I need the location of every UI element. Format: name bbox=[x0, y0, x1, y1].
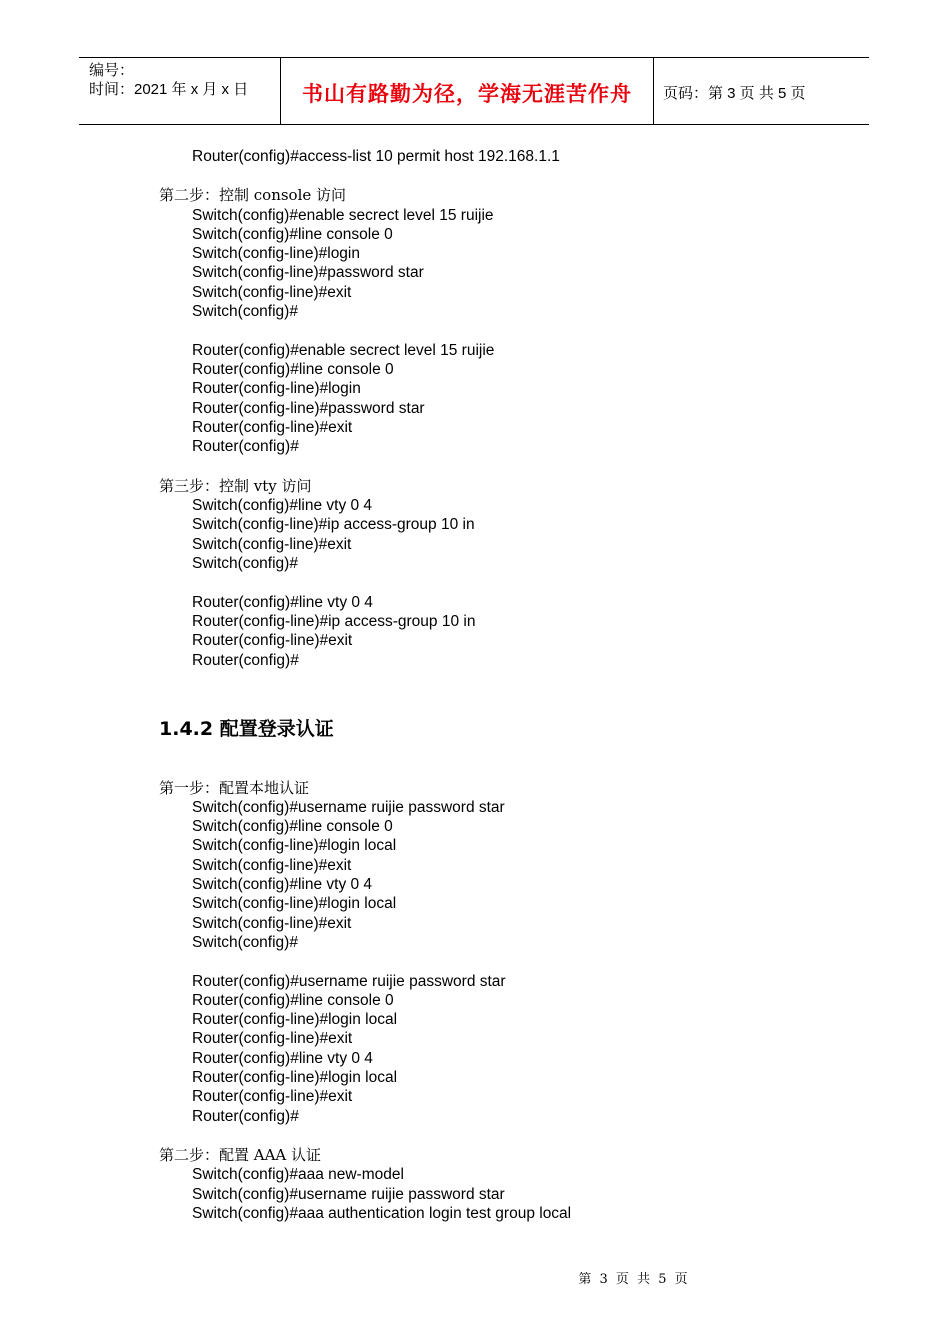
command-line: Switch(config)#aaa new-model bbox=[192, 1166, 404, 1183]
step-heading: 第二步：配置 AAA 认证 bbox=[159, 1146, 322, 1164]
header-page-info: 页码：第 3 页 共 5 页 bbox=[663, 85, 806, 102]
page-footer: 第 3 页 共 5 页 bbox=[578, 1272, 690, 1287]
command-line: Switch(config)#enable secrect level 15 ruijie bbox=[192, 207, 494, 224]
command-line: Switch(config)#line vty 0 4 bbox=[192, 876, 373, 893]
command-line: Switch(config-line)#exit bbox=[192, 536, 352, 553]
command-line: Switch(config-line)#ip access-group 10 in bbox=[192, 516, 475, 533]
command-line: Router(config-line)#ip access-group 10 in bbox=[192, 613, 476, 630]
command-line: Router(config)#line vty 0 4 bbox=[192, 1050, 373, 1067]
command-line: Router(config)#access-list 10 permit host 192.168.1.1 bbox=[192, 148, 560, 165]
command-line: Switch(config-line)#login bbox=[192, 245, 360, 262]
step-heading: 第一步：配置本地认证 bbox=[159, 779, 310, 797]
command-line: Switch(config)#username ruijie password star bbox=[192, 799, 505, 816]
command-line: Router(config)#enable secrect level 15 ruijie bbox=[192, 342, 495, 359]
command-line: Router(config-line)#password star bbox=[192, 400, 425, 417]
command-line: Router(config)# bbox=[192, 1108, 299, 1125]
command-line: Switch(config-line)#exit bbox=[192, 284, 352, 301]
number-label: 编号： bbox=[89, 62, 135, 79]
step-heading: 第二步：控制 console 访问 bbox=[159, 186, 347, 204]
command-line: Switch(config)#aaa authentication login test group local bbox=[192, 1205, 572, 1222]
command-line: Switch(config)# bbox=[192, 934, 298, 951]
command-line: Switch(config)# bbox=[192, 303, 298, 320]
command-line: Switch(config)#username ruijie password star bbox=[192, 1186, 505, 1203]
command-line: Switch(config)#line console 0 bbox=[192, 818, 393, 835]
command-line: Router(config)#line console 0 bbox=[192, 992, 394, 1009]
command-line: Router(config-line)#exit bbox=[192, 632, 353, 649]
command-line: Router(config)# bbox=[192, 652, 299, 669]
command-line: Router(config-line)#exit bbox=[192, 419, 353, 436]
command-line: Switch(config-line)#password star bbox=[192, 264, 424, 281]
command-line: Router(config-line)#login local bbox=[192, 1069, 398, 1086]
command-line: Switch(config-line)#login local bbox=[192, 837, 397, 854]
command-line: Router(config-line)#login local bbox=[192, 1011, 398, 1028]
command-line: Router(config)#username ruijie password star bbox=[192, 973, 506, 990]
command-line: Router(config)#line vty 0 4 bbox=[192, 594, 373, 611]
section-heading: 1.4.2 配置登录认证 bbox=[159, 718, 334, 740]
command-line: Switch(config-line)#login local bbox=[192, 895, 397, 912]
command-line: Router(config)#line console 0 bbox=[192, 361, 394, 378]
header-motto: 书山有路勤为径，学海无涯苦作舟 bbox=[302, 82, 632, 106]
command-line: Switch(config)#line console 0 bbox=[192, 226, 393, 243]
command-line: Switch(config-line)#exit bbox=[192, 857, 352, 874]
command-line: Router(config-line)#login bbox=[192, 380, 361, 397]
command-line: Switch(config)#line vty 0 4 bbox=[192, 497, 373, 514]
step-heading: 第三步：控制 vty 访问 bbox=[159, 477, 312, 495]
time-label: 时间：2021 年 x 月 x 日 bbox=[89, 81, 249, 98]
command-line: Switch(config)# bbox=[192, 555, 298, 572]
command-line: Router(config)# bbox=[192, 438, 299, 455]
command-line: Router(config-line)#exit bbox=[192, 1088, 353, 1105]
command-line: Switch(config-line)#exit bbox=[192, 915, 352, 932]
command-line: Router(config-line)#exit bbox=[192, 1030, 353, 1047]
